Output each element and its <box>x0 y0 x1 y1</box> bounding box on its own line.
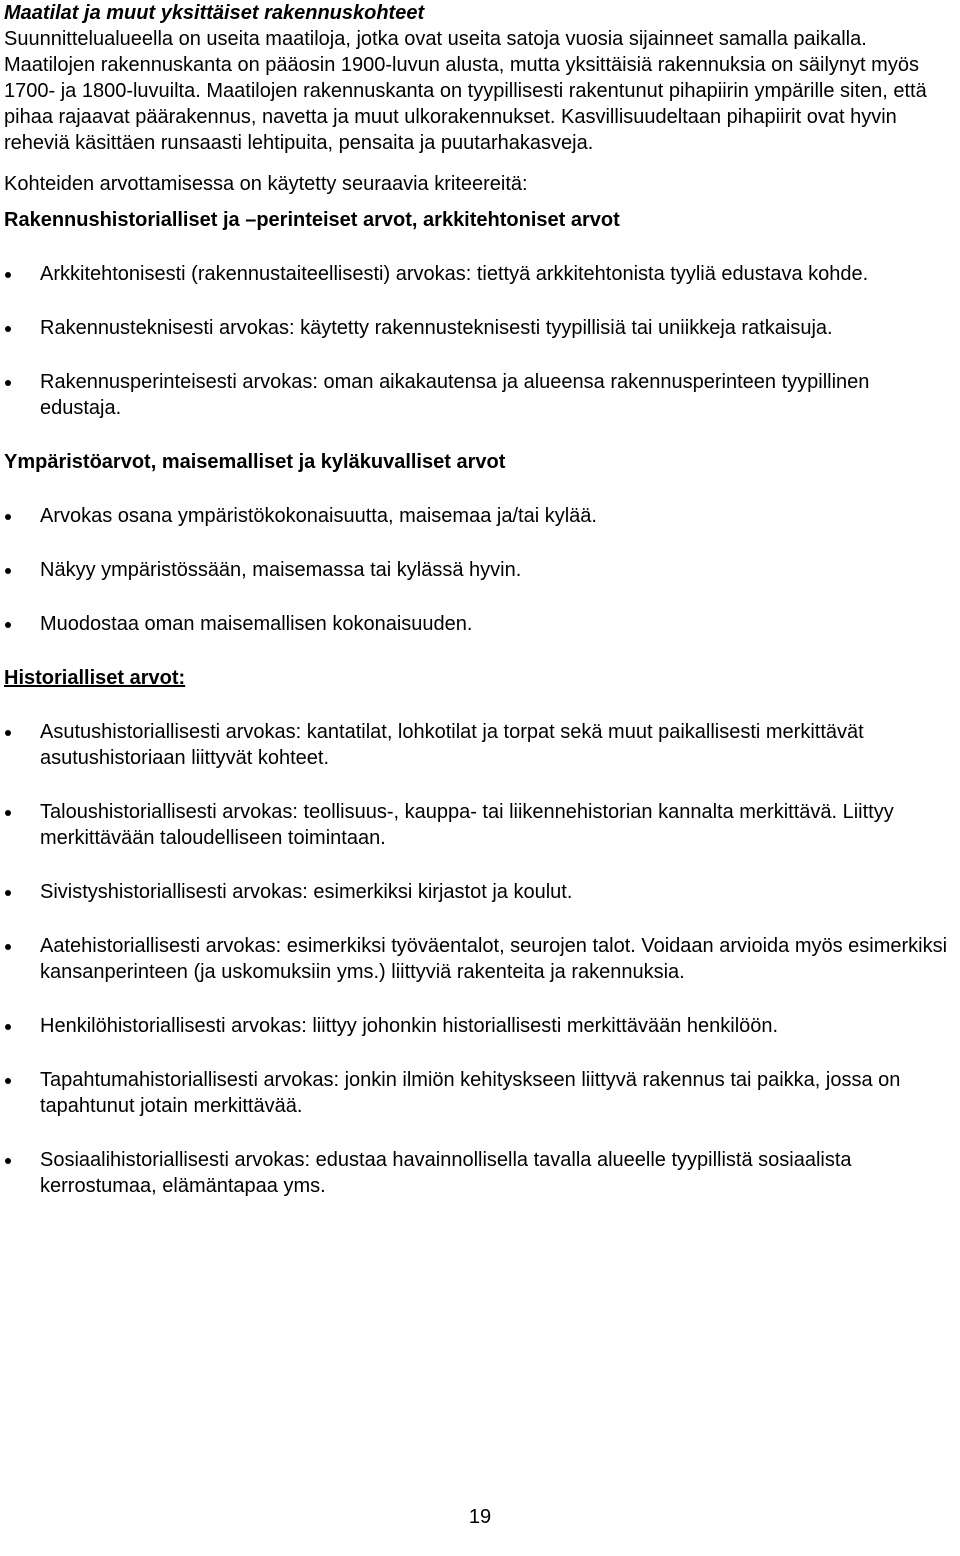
bullet-icon <box>5 730 11 736</box>
bullet-list-rakennushistorialliset <box>4 261 956 421</box>
page-number: 19 <box>468 1506 492 1528</box>
bullet-icon <box>5 1024 11 1030</box>
intro-paragraph: Suunnittelualueella on useita maatiloja, jotka ovat useita satoja vuosia sijainneet samalla paikalla. Maatilojen rakennuskanta on pääosin 1900-luvun alusta, mutta yksittäisiä rakennuksia on säilynyt myös 1700- ja 1800-luvuilta. Maatilojen rakennuskanta on tyypillisesti rakentunut pihapiirin ympärille siten, että pihaa rajaavat päärakennus, navetta ja muut ulkorakennukset. Kasvillisuudeltaan pihapiirit ovat hyvin reheviä käsittäen runsaasti lehtipuita, pensaita ja puutarhakasveja. <box>4 28 927 154</box>
list-item: Sosiaalihistoriallisesti arvokas: edustaa havainnollisella tavalla alueelle tyypillistä sosiaalista kerrostumaa, elämäntapaa yms. <box>4 1147 956 1199</box>
bullet-icon <box>5 514 11 520</box>
list-item: Arkkitehtonisesti (rakennustaiteellisesti) arvokas: tiettyä arkkitehtonista tyyliä edustava kohde. <box>4 261 956 287</box>
list-item: Asutushistoriallisesti arvokas: kantatilat, lohkotilat ja torpat sekä muut paikallisesti merkittävät asutushistoriaan liittyvät kohteet. <box>4 719 956 771</box>
list-item: Arvokas osana ympäristökokonaisuutta, maisemaa ja/tai kylää. <box>4 503 956 529</box>
section-heading-historialliset: Historialliset arvot: <box>4 667 186 689</box>
list-item: Rakennusteknisesti arvokas: käytetty rakennusteknisesti tyypillisiä tai uniikkeja ratkaisuja. <box>4 315 956 341</box>
intro-title: Maatilat ja muut yksittäiset rakennuskohteet <box>4 2 425 24</box>
bullet-list-historialliset <box>4 719 956 1199</box>
bullet-icon <box>5 1158 11 1164</box>
bullet-icon <box>5 1078 11 1084</box>
bullet-icon <box>5 810 11 816</box>
list-item: Sivistyshistoriallisesti arvokas: esimerkiksi kirjastot ja koulut. <box>4 879 956 905</box>
bullet-icon <box>5 622 11 628</box>
criteria-intro: Kohteiden arvottamisessa on käytetty seuraavia kriteereitä: <box>4 173 528 195</box>
list-item: Aatehistoriallisesti arvokas: esimerkiksi työväentalot, seurojen talot. Voidaan arvioida myös esimerkiksi kansanperinteen (ja uskomuksiin yms.) liittyviä rakenteita ja rakennuksia. <box>4 933 956 985</box>
section-heading-ymparistoarvot: Ympäristöarvot, maisemalliset ja kyläkuvalliset arvot <box>4 451 506 473</box>
bullet-icon <box>5 890 11 896</box>
section-heading-rakennushistorialliset: Rakennushistorialliset ja –perinteiset arvot, arkkitehtoniset arvot <box>4 209 620 231</box>
bullet-icon <box>5 568 11 574</box>
document-page <box>4 0 956 1199</box>
bullet-icon <box>5 944 11 950</box>
bullet-icon <box>5 380 11 386</box>
bullet-list-ymparistoarvot <box>4 503 956 637</box>
list-item: Rakennusperinteisesti arvokas: oman aikakautensa ja alueensa rakennusperinteen tyypillinen edustaja. <box>4 369 956 421</box>
list-item: Muodostaa oman maisemallisen kokonaisuuden. <box>4 611 956 637</box>
bullet-icon <box>5 326 11 332</box>
list-item: Taloushistoriallisesti arvokas: teollisuus-, kauppa- tai liikennehistorian kannalta merkittävä. Liittyy merkittävään taloudelliseen toimintaan. <box>4 799 956 851</box>
list-item: Näkyy ympäristössään, maisemassa tai kylässä hyvin. <box>4 557 956 583</box>
bullet-icon <box>5 272 11 278</box>
list-item: Henkilöhistoriallisesti arvokas: liittyy johonkin historiallisesti merkittävään henkilöön. <box>4 1013 956 1039</box>
list-item: Tapahtumahistoriallisesti arvokas: jonkin ilmiön kehityskseen liittyvä rakennus tai paikka, jossa on tapahtunut jotain merkittävää. <box>4 1067 956 1119</box>
